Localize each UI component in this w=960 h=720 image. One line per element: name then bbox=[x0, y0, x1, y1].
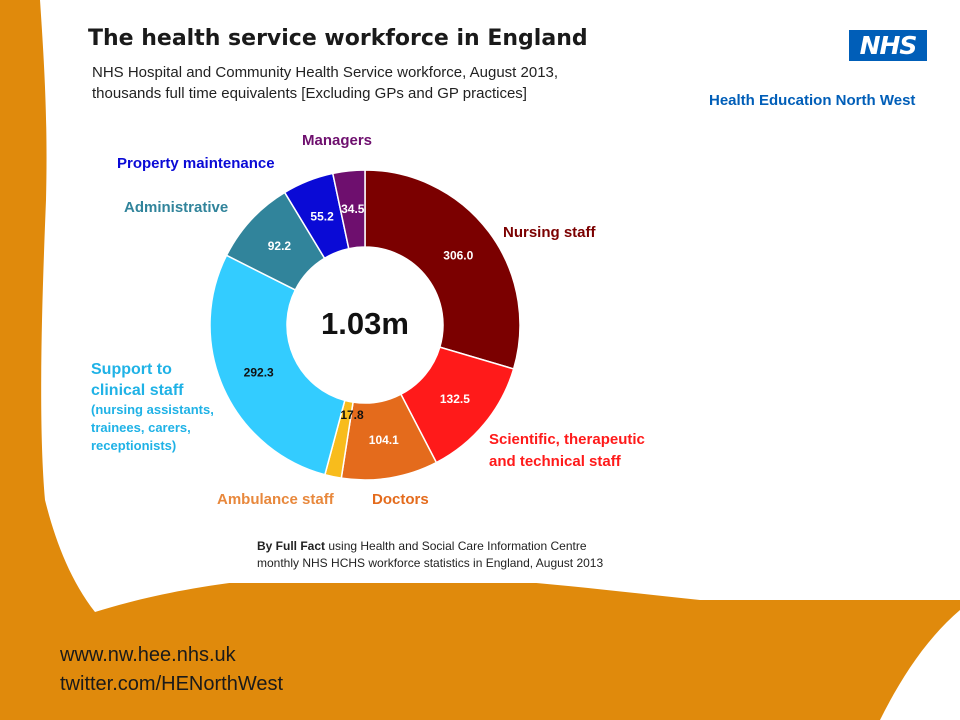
label-property: Property maintenance bbox=[117, 155, 275, 172]
source-line-1-rest: using Health and Social Care Information Centre bbox=[325, 539, 587, 553]
slice-value-label: 306.0 bbox=[443, 248, 474, 263]
label-support-note-3: receptionists) bbox=[91, 438, 177, 453]
center-total-label: 1.03m bbox=[321, 306, 409, 341]
label-scientific-line-2: and technical staff bbox=[489, 453, 621, 470]
footer-links bbox=[60, 641, 283, 699]
slice-value-label: 17.8 bbox=[340, 408, 364, 422]
label-support-line-1: Support to bbox=[91, 361, 172, 378]
twitter-link[interactable]: twitter.com/HENorthWest bbox=[60, 673, 284, 695]
chart-title: The health service workforce in England bbox=[88, 26, 588, 51]
source-line-2: monthly NHS HCHS workforce statistics in England, August 2013 bbox=[257, 556, 604, 570]
label-scientific-line-1: Scientific, therapeutic bbox=[489, 431, 645, 448]
slice-value-label: 132.5 bbox=[439, 392, 470, 407]
website-link[interactable]: www.nw.hee.nhs.uk bbox=[60, 644, 236, 666]
source-line-1 bbox=[257, 538, 603, 555]
label-support-note-2: trainees, carers, bbox=[91, 420, 191, 435]
label-doctors: Doctors bbox=[372, 491, 429, 508]
slice-value-label: 292.3 bbox=[243, 365, 274, 380]
source-note bbox=[257, 538, 603, 572]
slice-value-label: 34.5 bbox=[341, 202, 365, 217]
slice-value-label: 92.2 bbox=[267, 238, 292, 253]
subtitle-line-2: thousands full time equivalents [Excluding GPs and GP practices] bbox=[92, 85, 527, 102]
label-managers: Managers bbox=[302, 132, 373, 149]
slice-value-label: 104.1 bbox=[368, 433, 399, 447]
org-name: Health Education North West bbox=[709, 92, 916, 109]
slice-value-label: 55.2 bbox=[310, 209, 334, 224]
source-by: By Full Fact bbox=[257, 539, 326, 553]
nhs-logo: NHS bbox=[849, 30, 927, 61]
label-ambulance: Ambulance staff bbox=[217, 491, 334, 508]
label-nursing: Nursing staff bbox=[503, 224, 596, 241]
label-support-line-2: clinical staff bbox=[91, 382, 184, 399]
donut-slice bbox=[210, 255, 345, 474]
label-support-note-1: (nursing assistants, bbox=[91, 402, 214, 417]
subtitle-line-1: NHS Hospital and Community Health Service workforce, August 2013, bbox=[92, 64, 559, 81]
label-administrative: Administrative bbox=[124, 199, 229, 216]
